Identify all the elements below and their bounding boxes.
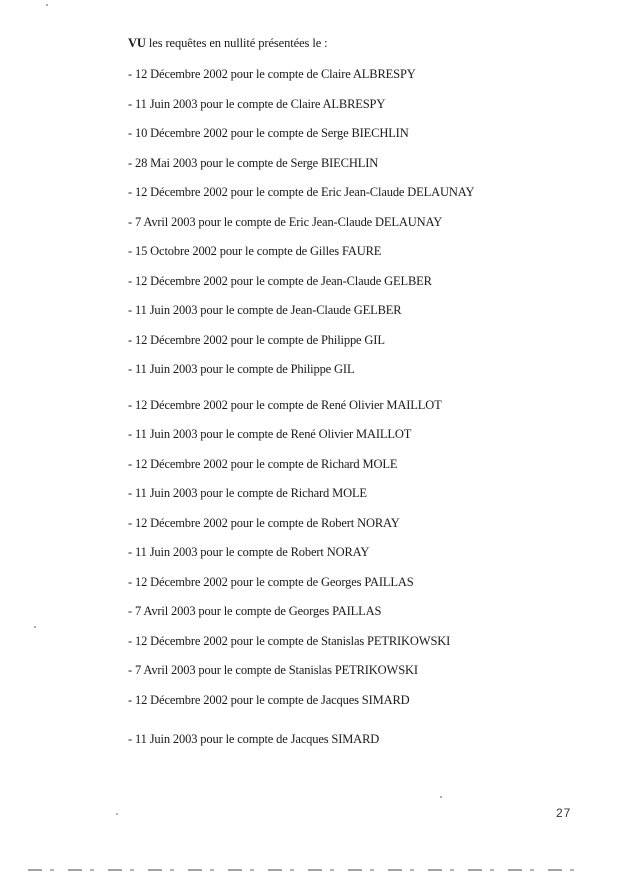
request-entry: - 10 Décembre 2002 pour le compte de Serge BIECHLIN: [128, 126, 409, 140]
request-entry: - 7 Avril 2003 pour le compte de Georges PAILLAS: [128, 604, 382, 618]
request-entry: - 28 Mai 2003 pour le compte de Serge BIECHLIN: [128, 155, 379, 170]
scan-speck: [440, 796, 442, 798]
request-entry: - 11 Juin 2003 pour le compte de Jean-Claude GELBER: [128, 303, 402, 317]
request-entry: - 12 Décembre 2002 pour le compte de Claire ALBRESPY: [128, 67, 416, 81]
scan-artifact-line: [28, 869, 588, 871]
request-entry: - 12 Décembre 2002 pour le compte de Stanislas PETRIKOWSKI: [128, 633, 451, 648]
request-entry: - 12 Décembre 2002 pour le compte de Philippe GIL: [128, 332, 385, 347]
scan-speck: [116, 813, 118, 815]
request-entry: - 7 Avril 2003 pour le compte de Stanislas PETRIKOWSKI: [128, 663, 418, 677]
request-entry: - 11 Juin 2003 pour le compte de René Olivier MAILLOT: [128, 427, 412, 441]
request-entry: - 11 Juin 2003 pour le compte de Robert NORAY: [128, 545, 370, 559]
request-entry: - 15 Octobre 2002 pour le compte de Gilles FAURE: [128, 244, 382, 258]
scan-speck: [34, 626, 36, 628]
intro-vu: VU: [128, 36, 146, 50]
request-entry: - 12 Décembre 2002 pour le compte de René Olivier MAILLOT: [128, 397, 442, 412]
intro-text: les requêtes en nullité présentées le :: [145, 36, 328, 50]
request-entry: - 7 Avril 2003 pour le compte de Eric Jean-Claude DELAUNAY: [128, 214, 443, 229]
request-entry: - 12 Décembre 2002 pour le compte de Robert NORAY: [128, 515, 400, 530]
intro-line: [128, 36, 328, 51]
request-entry: - 11 Juin 2003 pour le compte de Claire ALBRESPY: [128, 96, 386, 111]
request-entry: - 12 Décembre 2002 pour le compte de Jacques SIMARD: [128, 692, 410, 707]
request-entry: - 12 Décembre 2002 pour le compte de Eric Jean-Claude DELAUNAY: [128, 185, 475, 199]
request-entry: - 11 Juin 2003 pour le compte de Jacques SIMARD: [128, 732, 380, 746]
request-entry: - 11 Juin 2003 pour le compte de Richard MOLE: [128, 486, 367, 500]
scan-speck: [46, 4, 48, 6]
request-entry: - 12 Décembre 2002 pour le compte de Georges PAILLAS: [128, 574, 414, 589]
page-number: 27: [556, 806, 572, 820]
request-entry: - 11 Juin 2003 pour le compte de Philippe GIL: [128, 362, 355, 376]
request-entry: - 12 Décembre 2002 pour le compte de Richard MOLE: [128, 456, 398, 471]
request-entry: - 12 Décembre 2002 pour le compte de Jean-Claude GELBER: [128, 273, 432, 288]
request-list: [128, 66, 474, 761]
